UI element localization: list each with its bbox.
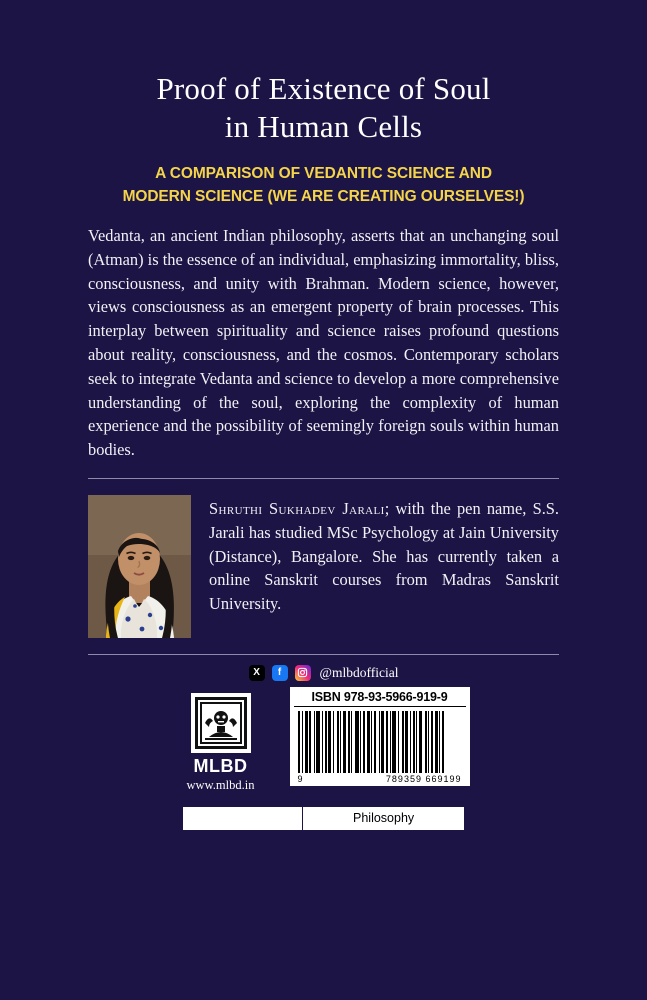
mlbd-logo-icon [191,693,251,753]
publisher-website[interactable]: www.mlbd.in [186,777,255,792]
x-twitter-icon[interactable]: X [249,665,265,681]
category-strip-left [183,807,302,830]
instagram-icon[interactable] [295,665,311,681]
barcode-digits [294,773,466,784]
book-description: Vedanta, an ancient Indian philosophy, asserts that an unchanging soul (Atman) is the essence of an individual, emphasizing immortality, bliss, consciousness, and unity with Brahman. Modern science, however, views consciousness as an emergent property of brain processes. This interplay between spirituality and science raises profound questions about reality, consciousness, and the cosmos. Contemporary scholars seek to integrate Vedanta and science to develop a more comprehensive understanding of the soul, exploring the complexity of human experience and the possibility of seemingly foreign souls within human bodies. [88,226,559,460]
barcode-digit-left: 9 [297,773,304,784]
subtitle-line-1: A COMPARISON OF VEDANTIC SCIENCE AND [155,164,492,182]
category-strip [183,807,464,830]
social-handles [88,665,559,681]
author-photo [88,495,191,638]
page-title-line-1: Proof of Existence of Soul [156,71,491,106]
isbn-label: ISBN 978-93-5966-919-9 [294,690,466,707]
facebook-icon[interactable]: f [272,665,288,681]
author-bio [209,495,559,616]
publisher-name: MLBD [193,755,248,776]
divider-top [88,478,559,479]
page-title-line-2: in Human Cells [224,108,423,144]
barcode-bars [294,711,466,773]
barcode-block [290,687,470,786]
subtitle-line-2: MODERN SCIENCE (WE ARE CREATING OURSELVES!) [122,187,525,205]
subtitle-block [88,162,559,209]
divider-bottom [88,654,559,655]
author-section [88,495,559,638]
publisher-block [178,687,264,793]
category-label: Philosophy [353,811,415,826]
publisher-barcode-row [88,687,559,793]
author-bio-text: ; with the pen name, S.S. Jarali has studied MSc Psychology at Jain University (Distance), Bangalore. She has currently taken a online Sanskrit courses from Madras Sanskrit University. [209,498,560,614]
social-handle-label: @mlbdofficial [319,664,399,680]
barcode-digits-right: 789359 669199 [385,773,462,784]
title-block [88,0,559,146]
author-name: Shruthi Sukhadev Jarali [209,498,385,518]
